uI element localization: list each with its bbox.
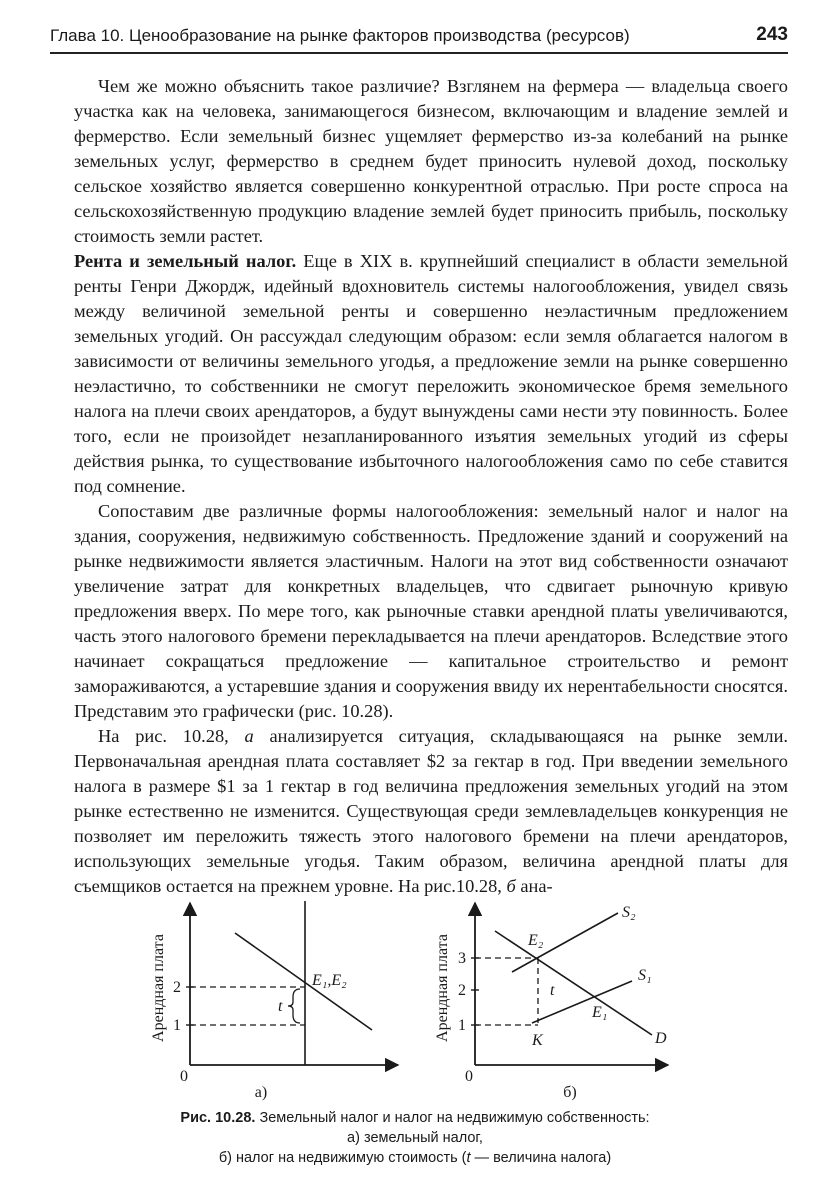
paragraph-4-part-c: ана- <box>515 876 553 896</box>
panel-b-label: б) <box>563 1084 577 1101</box>
panel-a-ylabel: Арендная плата <box>150 934 167 1042</box>
caption-line-3-t: t <box>466 1150 471 1166</box>
caption-line-3-b: — величина налога) <box>470 1150 612 1166</box>
panel-b-tick-label-3: 3 <box>458 950 466 967</box>
paragraph-4-letter-a: а <box>244 726 254 746</box>
paragraph-2-text: Еще в XIX в. крупнейший специалист в области земельной ренты Генри Джордж, идейный вдохновитель системы налогообложения, увидел связь между величиной земельной ренты и совершенно неэластичным предложением земельных угодий. Он рассуждал следующим образом: если земля облагается налогом в зависимости от величины земельного угодья, а предложение земли на рынке совершенно неэластично, то собственники не смогут переложить экономическое бремя земельного налога на плечи своих арендаторов, а будут вынуждены сами нести эту повинность. Более того, если не произойдет незапланированного изъятия земельных угодий из сферы действия рынка, то существование избыточного налогообложения само по себе ставится под сомнение. <box>74 251 788 496</box>
paragraph-4-part-b: анализируется ситуация, складывающаяся на рынке земли. Первоначальная арендная плата составляет $2 за гектар в год. При введении земельного налога в размере $1 за 1 гектар в год величина предложения земельных угодий на этом рынке естественно не изменится. Существующая среди землевладельцев конкуренция не позволяет им переложить тяжесть этого налогового бремени на плечи арендаторов, использующих земельные угодья. Таким образом, величина арендной платы для съемщиков остается на прежнем уровне. На рис.10.28, <box>74 726 789 896</box>
panel-b <box>434 903 668 1101</box>
caption-line-3 <box>90 1148 740 1168</box>
paragraph-2-heading: Рента и земельный налог. <box>74 251 297 271</box>
panel-b-ylabel: Арендная плата <box>434 934 451 1042</box>
paragraph-1: Чем же можно объяснить такое различие? Взглянем на фермера — владельца своего участка как на человека, занимающегося бизнесом, включающим и владение землей и фермерство. Если земельный бизнес ущемляет фермерство из-за колебаний на рынке земельных услуг, фермерство в среднем будет приносить нулевой доход, поскольку сельское хозяйство является совершенно конкурентной отраслью. При росте спроса на сельскохозяйственную продукцию владение землей будет приносить прибыль, поскольку стоимость земли растет. <box>74 76 788 246</box>
chapter-title: Глава 10. Ценообразование на рынке факторов производства (ресурсов) <box>50 26 630 45</box>
panel-a-tick-label-1: 1 <box>173 1017 181 1034</box>
panel-b-tick-label-1: 1 <box>458 1017 466 1034</box>
caption-line-3-a: б) налог на недвижимую стоимость ( <box>218 1150 467 1166</box>
caption-line-1 <box>90 1108 740 1128</box>
panel-b-k-label: K <box>532 1032 543 1049</box>
panel-a <box>150 901 398 1101</box>
panel-a-tax-brace <box>288 989 300 1023</box>
page-number: 243 <box>756 24 788 45</box>
paragraph-4 <box>74 724 788 899</box>
paragraph-4-letter-b: б <box>506 876 516 896</box>
panel-b-tax-label: t <box>550 982 555 999</box>
panel-b-e1-label: E₁ <box>592 1004 608 1021</box>
paragraph-2 <box>74 249 788 499</box>
panel-a-label: а) <box>254 1084 268 1101</box>
panel-a-origin: 0 <box>180 1068 188 1085</box>
paragraph-3: Сопоставим две различные формы налогообложения: земельный налог и налог на здания, сооружения, недвижимую собственность. Предложение зданий и сооружений на рынке недвижимости является эластичным. Налоги на этот вид собственности означают увеличение затрат для конкретных владельцев, что сдвигает рыночную кривую предложения вверх. По мере того, как рыночные ставки арендной платы увеличиваются, часть этого налогового бремени перекладывается на плечи арендаторов. Вследствие этого начинает сокращаться предложение — капитальное строительство и ремонт замораживаются, а устаревшие здания и сооружения ввиду их нерентабельности сносятся. Представим это графически (рис. 10.28). <box>74 501 788 721</box>
panel-a-tick-label-2: 2 <box>173 979 181 996</box>
panel-b-supply-s1 <box>532 981 632 1023</box>
panel-b-d-label: D <box>655 1030 667 1047</box>
panel-b-origin: 0 <box>465 1068 473 1085</box>
panel-b-s1-label: S₁ <box>638 967 652 984</box>
panel-b-tick-label-2: 2 <box>458 982 466 999</box>
figure-10-28 <box>140 893 700 1103</box>
running-header <box>50 22 788 54</box>
caption-label: Рис. 10.28. <box>180 1110 256 1126</box>
body-text <box>74 74 788 899</box>
caption-line-1-text: Земельный налог и налог на недвижимую собственность: <box>255 1110 650 1126</box>
panel-b-e2-label: E₂ <box>528 932 544 949</box>
panel-a-tax-label: t <box>278 998 283 1015</box>
figure-caption <box>90 1108 740 1168</box>
caption-line-2: а) земельный налог, <box>347 1130 483 1146</box>
paragraph-4-part-a: На рис. 10.28, <box>98 726 245 746</box>
panel-b-s2-label: S₂ <box>622 904 636 921</box>
panel-a-point-label: E₁,E₂ <box>312 972 347 989</box>
panel-a-demand-line <box>235 933 372 1030</box>
